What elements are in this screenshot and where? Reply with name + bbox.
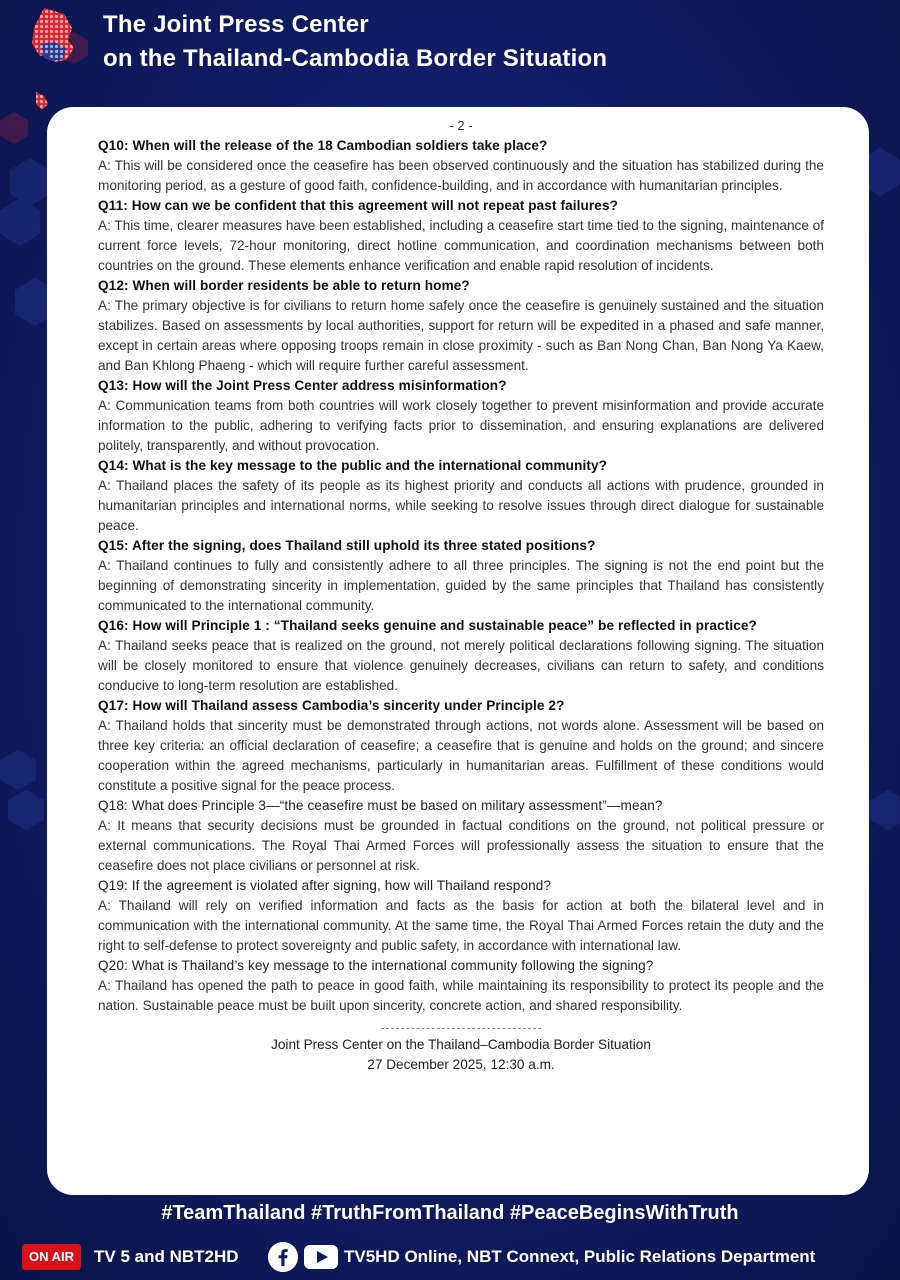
qa-item [98, 536, 824, 616]
question: Q20: What is Thailand’s key message to the international community following the signing? [98, 958, 654, 973]
answer: A: It means that security decisions must be grounded in factual conditions on the ground, not political pressure or external communications. The Royal Thai Armed Forces will professionally assess the situation to ensure that the ceasefire does not place civilians or personnel at risk. [98, 818, 824, 873]
answer: A: This time, clearer measures have been established, including a ceasefire start time tied to the signing, maintenance of current force levels, 72-hour monitoring, direct hotline communication, and coordination mechanisms between both countries on the ground. These elements enhance verification and enable rapid resolution of incidents. [98, 218, 824, 273]
answer: A: The primary objective is for civilians to return home safely once the ceasefire is genuinely sustained and the situation stabilizes. Based on assessments by local authorities, support for return will be expedited in a phased and safe manner, except in certain areas where opposing troops remain in close proximity - such as Ban Nong Chan, Ban Nong Ya Kaew, and Ban Khlong Phaeng - which will require further careful assessment. [98, 298, 824, 373]
signature-date: 27 December 2025, 12:30 a.m. [367, 1057, 555, 1072]
signature-org: Joint Press Center on the Thailand–Cambodia Border Situation [271, 1037, 651, 1052]
answer: A: Thailand has opened the path to peace in good faith, while maintaining its responsibility to protect its people and the nation. Sustainable peace must be built upon sincerity, concrete action, and shared responsibility. [98, 978, 824, 1013]
qa-item [98, 616, 824, 696]
qa-item [98, 796, 824, 876]
question: Q13: How will the Joint Press Center address misinformation? [98, 378, 507, 393]
on-air-badge: ON AIR [22, 1244, 81, 1270]
question: Q19: If the agreement is violated after signing, how will Thailand respond? [98, 878, 552, 893]
footer-bar [0, 1234, 900, 1280]
youtube-icon [304, 1245, 338, 1269]
answer: A: Thailand will rely on verified information and facts as the basis for action at both the bilateral level and in communication with the international community. At the same time, the Royal Thai Armed Forces retain the duty and the right to self-defense to protect sovereignty and public safety, in accordance with international law. [98, 898, 824, 953]
question: Q16: How will Principle 1 : “Thailand seeks genuine and sustainable peace” be reflected in practice? [98, 618, 757, 633]
online-channels: TV5HD Online, NBT Connext, Public Relations Department [344, 1247, 816, 1266]
qa-item [98, 876, 824, 956]
answer: A: This will be considered once the ceasefire has been observed continuously and the situation has stabilized during the monitoring period, as a gesture of good faith, confidence-building, and in accordance with humanitarian principles. [98, 158, 824, 193]
qa-item [98, 376, 824, 456]
page-title [103, 8, 863, 76]
qa-item [98, 696, 824, 796]
divider [381, 1028, 541, 1029]
facebook-icon [268, 1242, 298, 1272]
tv-channels: TV 5 and NBT2HD [94, 1247, 239, 1266]
question: Q12: When will border residents be able to return home? [98, 278, 470, 293]
answer: A: Thailand places the safety of its people as its highest priority and conducts all actions with prudence, grounded in humanitarian principles and international norms, while seeking to resolve issues through direct dialogue for sustainable peace. [98, 478, 824, 533]
qa-item [98, 956, 824, 1016]
document-card [47, 107, 869, 1195]
title-line-2: on the Thailand-Cambodia Border Situation [103, 45, 608, 72]
qa-item [98, 456, 824, 536]
hashtags: #TeamThailand #TruthFromThailand #PeaceBeginsWithTruth [161, 1202, 739, 1224]
answer: A: Thailand holds that sincerity must be demonstrated through actions, not words alone. Assessment will be based on three key criteria: an official declaration of ceasefire; a ceasefire that is genuine and holds on the ground; and sincere cooperation within the agreed mechanisms, particularly in humanitarian areas. Fulfillment of these conditions would constitute a positive signal for the peace process. [98, 718, 824, 793]
answer: A: Communication teams from both countries will work closely together to prevent misinformation and provide accurate information to the public, adhering to verifying facts prior to dissemination, and ensuring explanations are delivered politely, transparently, and without provocation. [98, 398, 824, 453]
page-number: - 2 - [449, 118, 473, 133]
question: Q15: After the signing, does Thailand still uphold its three stated positions? [98, 538, 596, 553]
qa-item [98, 136, 824, 196]
answer: A: Thailand seeks peace that is realized on the ground, not merely political declarations following signing. The situation will be closely monitored to ensure that violence genuinely decreases, civilians can return to safety, and conditions conducive to long-term resolution are established. [98, 638, 824, 693]
question: Q17: How will Thailand assess Cambodia’s sincerity under Principle 2? [98, 698, 565, 713]
question: Q14: What is the key message to the public and the international community? [98, 458, 608, 473]
title-line-1: The Joint Press Center [103, 11, 369, 38]
question: Q11: How can we be confident that this agreement will not repeat past failures? [98, 198, 619, 213]
question: Q10: When will the release of the 18 Cambodian soldiers take place? [98, 138, 548, 153]
header [0, 0, 900, 100]
qa-item [98, 196, 824, 276]
answer: A: Thailand continues to fully and consistently adhere to all three principles. The signing is not the end point but the beginning of demonstrating sincerity in implementation, guided by the same principles that Thailand has consistently communicated to the international community. [98, 558, 824, 613]
qa-item [98, 276, 824, 376]
thailand-map-logo [14, 4, 94, 116]
question: Q18: What does Principle 3—“the ceasefire must be based on military assessment”—mean? [98, 798, 663, 813]
